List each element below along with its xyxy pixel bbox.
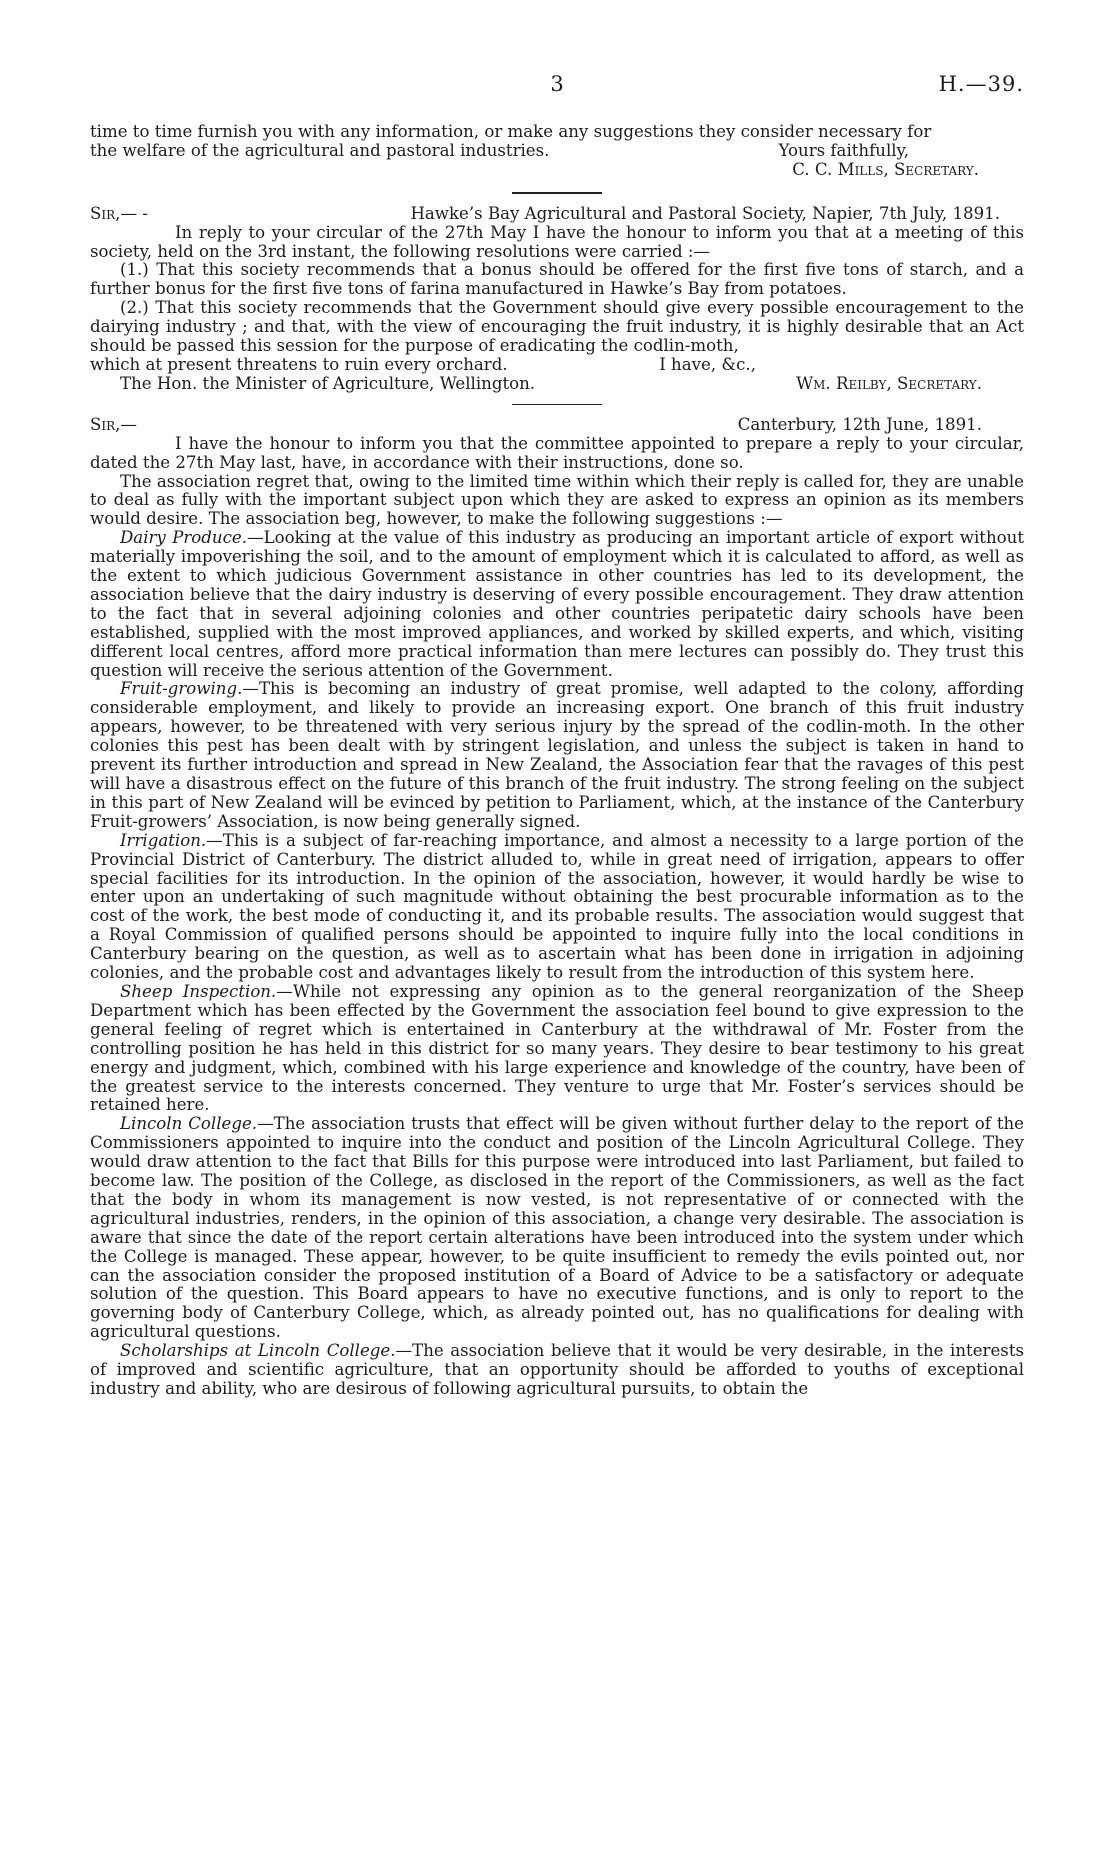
addressee: The Hon. the Minister of Agriculture, Wellington. [120,373,536,393]
section-title: Lincoln College. [120,1114,258,1134]
letter-heading: Hawke’s Bay Agricultural and Pastoral Society, Napier, 7th July, 1891. [410,203,1000,223]
paragraph-end: which at present threatens to ruin every orchard. [90,354,508,374]
section-text: —The association believe that it would be very desirable, in the interests of improved and scientific agriculture, that an opportunity should be afforded to youths of exceptional industry and ability, who are desirous of following agricultural pursuits, to obtain the [90,1341,1024,1398]
section-irrigation [90,832,1024,983]
page-number: 3 [550,72,564,96]
section-divider [512,192,602,194]
section-lincoln-college [90,1115,1024,1342]
letter-mills-tail [90,123,1024,180]
section-fruit-growing [90,680,1024,831]
paragraph: I have the honour to inform you that the committee appointed to prepare a reply to your circular, dated the 27th May last, have, in accordance with their instructions, done so. [90,433,1024,472]
section-text: —This is becoming an industry of great promise, well adapted to the colony, affording considerable employment, and likely to provide an increasing export. One branch of this fruit industry appears, however, to be threatened with very serious injury by the spread of the codlin-moth. In the other colonies this pest has been dealt with by stringent legislation, and unless the subject is taken in hand to prevent its further introduction and spread in New Zealand, the Association fear that the ravages of this pest will have a disastrous effect on the future of this branch of the fruit industry. The strong feeling on the subject in this part of New Zealand will be evinced by petition to Parliament, which, at the instance of the Canterbury Fruit-growers’ Association, is now being generally signed. [90,679,1024,831]
signature: Wm. Reilby, Secretary. [796,373,982,393]
letter-text: time to time furnish you with any information, or make any suggestions they consider necessary for [90,122,932,141]
section-text: —Looking at the value of this industry as producing an important article of export without materially impoverishing the soil, and to the amount of employment which it is calculated to afford, as well as the extent to which judicious Government assistance in other countries has led to its development, the association believe that the dairy industry is deserving of every possible encouragement. They draw attention to the fact that in several adjoining colonies and other countries peripatetic dairy schools have been established, supplied with the most improved appliances, and worked by skilled experts, and which, visiting different local centres, afford more practical information than mere lectures can possibly do. They trust this question will receive the serious attention of the Government. [90,528,1024,680]
closing-row [90,142,1024,161]
page-body [90,123,1024,1399]
dateline: Canterbury, 12th June, 1891. [737,414,982,434]
section-sheep-inspection [90,983,1024,1115]
paragraph: The association regret that, owing to the limited time within which their reply is called for, they are unable to deal as fully with the important subject upon which they are asked to express an opinion as its members would desire. The association beg, however, to make the following suggestions :— [90,471,1024,529]
section-title: Fruit-growing. [120,679,243,699]
section-text: —The association trusts that effect will be given without further delay to the report of the Commissioners appointed to inquire into the conduct and position of the Lincoln Agricultural College. They would draw attention to the fact that Bills for this purpose were introduced into last Parliament, but failed to become law. The position of the College, as disclosed in the report of the Commissioners, as well as the fact that the body in whom its management is now vested, is not representative of or connected with the agricultural industries, renders, in the opinion of this association, a change very desirable. The association is aware that since the date of the report certain alterations have been introduced into the system under which the College is managed. These appear, however, to be quite insufficient to remedy the evils pointed out, nor can the association consider the proposed institution of a Board of Advice to be a satisfactory or adequate solution of the question. This Board appears to have no executive functions, and is only to report to the governing body of Canterbury College, which, as already pointed out, has no qualifications for dealing with agricultural questions. [90,1114,1025,1342]
section-title: Scholarships at Lincoln College. [120,1341,396,1361]
closing-phrase: Yours faithfully, [778,140,909,160]
section-text: —This is a subject of far-reaching importance, and almost a necessity to a large portion of the Provincial District of Canterbury. The district alluded to, while in great need of irrigation, appears to offer special facilities for its introduction. In the opinion of the association, however, it would hardly be wise to enter upon an undertaking of such magnitude without obtaining the best procurable information as to the cost of the work, the best mode of conducting it, and its probable results. The association would suggest that a Royal Commission of qualified persons should be appointed to inquire fully into the local conditions in Canterbury bearing on the question, as well as to ascertain what has been done in irrigation in adjoining colonies, and the probable cost and advantages likely to result from the introduction of this system here. [90,830,1024,983]
signature: C. C. Mills, Secretary. [792,159,979,179]
salutation: Sir,— - [90,203,148,223]
resolution-2: (2.) That this society recommends that the Government should give every possible encouragement to the dairying industry ; and that, with the view of encouraging the fruit industry, it is highly desirable that an Act should be passed this session for the purpose of eradicating the codlin-moth, [90,298,1024,356]
document-reference: H.—39. [938,72,1024,96]
paragraph: In reply to your circular of the 27th May I have the honour to inform you that at a meeting of this society, held on the 3rd instant, the following resolutions were carried :— [90,222,1024,261]
section-title: Sheep Inspection. [120,981,277,1001]
letter-text: the welfare of the agricultural and pastoral industries. [90,140,550,160]
section-divider [512,404,602,405]
letter-heading-row [90,205,1024,224]
section-title: Dairy Produce. [120,528,247,548]
salutation: Sir,— [90,414,138,434]
section-scholarships [90,1342,1024,1399]
addressee-row [90,375,1024,394]
page-header [90,72,1024,102]
section-dairy-produce [90,529,1024,680]
letter-hawkes-bay [90,205,1024,394]
resolution-1: (1.) That this society recommends that a bonus should be offered for the first five tons of starch, and a further bonus for the first five tons of farina manufactured in Hawke’s Bay from potatoes. [90,260,1024,299]
closing-row [90,356,1024,375]
letter-heading-row [90,416,1024,435]
section-title: Irrigation. [120,830,207,850]
letter-canterbury [90,416,1024,1399]
section-text: —While not expressing any opinion as to the general reorganization of the Sheep Department which has been effected by the Government the association feel bound to give expression to the general feeling of regret which is entertained in Canterbury at the withdrawal of Mr. Foster from the controlling position he has held in this district for so many years. They desire to bear testimony to his great energy and judgment, which, combined with his large experience and knowledge of the country, have been of the greatest service to the interests concerned. They venture to urge that Mr. Foster’s services should be retained here. [90,981,1024,1115]
closing-phrase: I have, &c., [659,354,756,374]
